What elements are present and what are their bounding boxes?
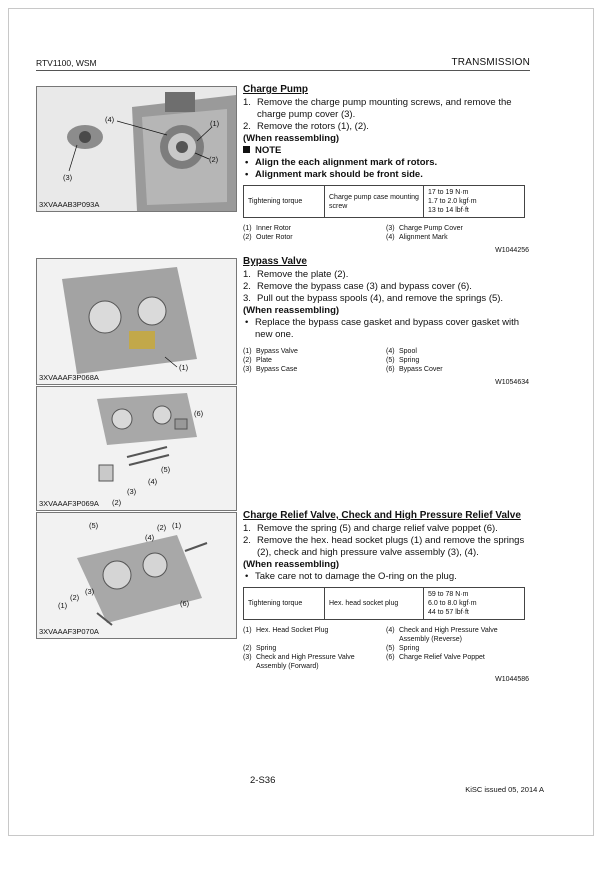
legend-number: (5) [386, 357, 395, 364]
callout: (1) [172, 521, 182, 530]
legend-text: Hex. Head Socket Plug [256, 627, 329, 634]
legend-text: Spring [399, 357, 420, 364]
legend-number: (4) [386, 627, 395, 634]
step-list [243, 269, 533, 305]
legend-number: (2) [243, 357, 252, 364]
parts-legend [243, 626, 533, 671]
legend-item [386, 356, 529, 365]
callout: (5) [89, 521, 99, 530]
legend-item [243, 644, 386, 653]
legend-number: (3) [243, 654, 252, 661]
legend-text: Bypass Valve [256, 348, 298, 355]
legend-number: (2) [243, 234, 252, 241]
note-item [243, 169, 533, 181]
legend-text: Bypass Cover [399, 366, 443, 373]
bullet-item [243, 317, 533, 341]
legend-text: Bypass Case [256, 366, 298, 373]
section-code: W1054634 [495, 379, 529, 386]
section-title: Charge Relief Valve, Check and High Pressure Relief Valve [243, 510, 521, 521]
callout: (6) [194, 409, 204, 418]
note-item [243, 157, 533, 169]
callout: (1) [210, 119, 220, 128]
figure-code: 3XVAAAF3P068A [39, 373, 99, 382]
legend-item [243, 626, 386, 644]
legend-text: Alignment Mark [399, 234, 448, 241]
step [243, 121, 533, 133]
step-text: Remove the bypass case (3) and bypass cover (6). [257, 281, 472, 292]
figure-code: 3XVAAAB3P093A [39, 200, 100, 209]
callout: (3) [63, 173, 73, 182]
figure-bypass-valve [36, 258, 237, 385]
callout: (2) [70, 593, 80, 602]
legend-text: Plate [256, 357, 272, 364]
legend-text: Check and High Pressure Valve Assembly (Forward) [256, 654, 355, 670]
step [243, 269, 533, 281]
figure-code: 3XVAAAF3P069A [39, 499, 99, 508]
note-text: Alignment mark should be front side. [255, 169, 423, 180]
legend-item [243, 347, 386, 356]
bullet-text: Replace the bypass case gasket and bypass cover gasket with new one. [255, 317, 520, 340]
parts-legend [243, 224, 533, 242]
legend-item [243, 233, 386, 242]
torque-value: 1.7 to 2.0 kgf·m [428, 198, 477, 205]
callout: (3) [127, 487, 137, 496]
note-square-icon [243, 146, 250, 153]
legend-number: (1) [243, 225, 252, 232]
section-charge-pump [243, 84, 533, 257]
callout: (4) [145, 533, 155, 542]
legend-item [243, 365, 386, 374]
torque-value: 17 to 19 N·m [428, 189, 469, 196]
note-heading [243, 145, 533, 157]
step-list [243, 523, 533, 559]
step-list [243, 97, 533, 133]
torque-value: 59 to 78 N·m [428, 591, 469, 598]
step-number: 2. [243, 121, 251, 132]
bypass-valve-illustration [37, 259, 236, 384]
step [243, 281, 533, 293]
step [243, 535, 533, 559]
legend-number: (3) [386, 225, 395, 232]
section-title: Bypass Valve [243, 256, 307, 267]
step [243, 293, 533, 305]
legend-number: (6) [386, 366, 395, 373]
step-number: 1. [243, 269, 251, 280]
callout: (2) [209, 155, 219, 164]
legend-text: Check and High Pressure Valve Assembly (Reverse) [399, 627, 498, 643]
callout: (4) [148, 477, 158, 486]
legend-number: (3) [243, 366, 252, 373]
callout: (2) [157, 523, 167, 532]
callout: (6) [180, 599, 190, 608]
legend-item [386, 347, 529, 356]
torque-value: 6.0 to 8.0 kgf·m [428, 600, 477, 607]
figure-relief-valve [36, 512, 237, 639]
step [243, 97, 533, 121]
step-number: 3. [243, 293, 251, 304]
figure-charge-pump [36, 86, 237, 212]
section-code: W1044586 [495, 676, 529, 683]
legend-number: (4) [386, 348, 395, 355]
legend-text: Spring [256, 645, 277, 652]
step-number: 1. [243, 523, 251, 534]
torque-values [424, 588, 525, 620]
legend-item [386, 224, 529, 233]
bullet-icon: • [245, 571, 249, 582]
torque-values [424, 186, 525, 218]
reassembling-heading: (When reassembling) [243, 305, 340, 316]
header-model: RTV1100, WSM [36, 58, 97, 68]
header-section: TRANSMISSION [451, 57, 530, 68]
callout: (2) [112, 498, 122, 507]
torque-table [243, 587, 525, 620]
legend-text: Spring [399, 645, 420, 652]
legend-text: Charge Pump Cover [399, 225, 463, 232]
bullet-item [243, 571, 533, 583]
step-text: Remove the spring (5) and charge relief valve poppet (6). [257, 523, 498, 534]
callout: (3) [85, 587, 95, 596]
step-text: Remove the rotors (1), (2). [257, 121, 369, 132]
torque-label: Tightening torque [244, 588, 325, 620]
step [243, 523, 533, 535]
legend-item [386, 365, 529, 374]
legend-number: (1) [243, 348, 252, 355]
legend-text: Charge Relief Valve Poppet [399, 654, 485, 661]
page-number: 2-S36 [250, 775, 276, 786]
parts-legend [243, 347, 533, 374]
charge-pump-illustration [37, 87, 236, 211]
step-number: 1. [243, 97, 251, 108]
note-text: Align the each alignment mark of rotors. [255, 157, 438, 168]
reassembling-heading: (When reassembling) [243, 559, 340, 570]
legend-number: (6) [386, 654, 395, 661]
section-title: Charge Pump [243, 84, 309, 95]
torque-value: 13 to 14 lbf·ft [428, 207, 469, 214]
torque-item: Hex. head socket plug [325, 588, 424, 620]
section-relief-valve [243, 510, 533, 686]
callout: (1) [179, 363, 189, 372]
bypass-exploded-illustration [37, 387, 236, 510]
step-text: Remove the plate (2). [257, 269, 349, 280]
callout: (1) [58, 601, 68, 610]
step-text: Pull out the bypass spools (4), and remove the springs (5). [257, 293, 504, 304]
callout: (5) [161, 465, 171, 474]
reassembling-heading: (When reassembling) [243, 133, 340, 144]
section-code: W1044256 [495, 247, 529, 254]
step-number: 2. [243, 281, 251, 292]
callout: (4) [105, 115, 115, 124]
legend-text: Spool [399, 348, 417, 355]
legend-number: (1) [243, 627, 252, 634]
bullet-text: Take care not to damage the O-ring on the plug. [255, 571, 457, 582]
legend-number: (4) [386, 234, 395, 241]
legend-item [386, 653, 529, 671]
legend-number: (2) [243, 645, 252, 652]
step-number: 2. [243, 535, 251, 546]
step-text: Remove the hex. head socket plugs (1) and remove the springs (2), check and high pressure valve assembly (3), (4). [257, 535, 525, 558]
figure-bypass-exploded [36, 386, 237, 511]
torque-value: 44 to 57 lbf·ft [428, 609, 469, 616]
torque-table [243, 185, 525, 218]
torque-label: Tightening torque [244, 186, 325, 218]
bullet-icon: • [245, 157, 249, 168]
legend-item [386, 233, 529, 242]
legend-item [386, 644, 529, 653]
section-bypass-valve [243, 256, 533, 389]
note-label: NOTE [255, 145, 282, 156]
legend-text: Outer Rotor [256, 234, 293, 241]
torque-item: Charge pump case mounting screw [325, 186, 424, 218]
step-text: Remove the charge pump mounting screws, and remove the charge pump cover (3). [257, 97, 512, 120]
header-divider [36, 70, 530, 71]
bullet-icon: • [245, 317, 249, 328]
legend-number: (5) [386, 645, 395, 652]
legend-item [243, 356, 386, 365]
legend-item [386, 626, 529, 644]
figure-code: 3XVAAAF3P070A [39, 627, 99, 636]
bullet-icon: • [245, 169, 249, 180]
legend-item [243, 653, 386, 671]
relief-valve-illustration [37, 513, 236, 638]
issue-note: KiSC issued 05, 2014 A [465, 785, 544, 794]
legend-text: Inner Rotor [256, 225, 292, 232]
legend-item [243, 224, 386, 233]
